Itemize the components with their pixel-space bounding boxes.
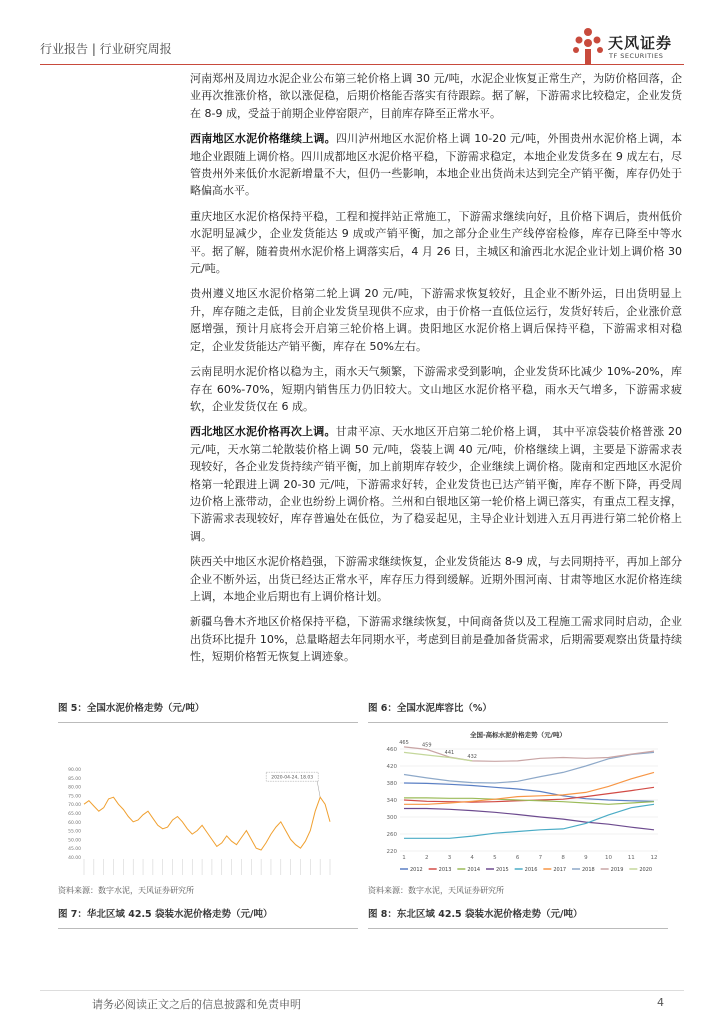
y-tick-label: 65.00	[68, 812, 81, 817]
y-tick-label: 260	[386, 832, 397, 838]
series-line-2017	[404, 772, 654, 804]
legend-label: 2019	[610, 867, 624, 873]
data-label: 432	[467, 753, 477, 760]
figure-5-source: 资料来源：数字水泥，天风证券研究所	[58, 886, 194, 895]
paragraph-text: 云南昆明水泥价格以稳为主，雨水天气频繁，下游需求受到影响，企业发货环比减少 10%-20%，库存在 60%-70%，短期内销售压力仍旧较大。文山地区水泥价格平稳，雨水天气增多，下游需求疲软，企业发货仅在 6 成。	[190, 365, 682, 413]
callout-leader	[317, 781, 320, 797]
series-line-2015	[404, 809, 654, 830]
paragraph	[190, 363, 682, 415]
logo-mark-icon	[568, 26, 608, 66]
logo-subtitle: TF SECURITIES	[609, 52, 664, 60]
y-tick-label: 50.00	[68, 838, 81, 844]
paragraph-text: 四川泸州地区水泥价格上调 10-20 元/吨，外围贵州水泥价格上调，本地企业跟随上调价格。四川成都地区水泥价格平稳，下游需求稳定，本地企业发货多在 9 成左右，尽管贵州外来低价水泥新增量不大，但仍一些影响，本地企业出货尚未达到完全产销平衡，库存仍处于略偏高水平。	[190, 132, 682, 198]
legend-label: 2017	[553, 867, 567, 873]
figure-6-source: 资料来源：数字水泥，天风证券研究所	[368, 886, 504, 895]
figure-6-title: 图 6：全国水泥库容比（%）	[368, 700, 668, 723]
x-tick-label: 3	[447, 855, 452, 861]
legend-label: 2014	[467, 867, 481, 873]
figure-8-title: 图 8：东北区域 42.5 袋装水泥价格走势（元/吨）	[368, 906, 668, 929]
paragraph	[190, 553, 682, 605]
figure-7-title: 图 7：华北区域 42.5 袋装水泥价格走势（元/吨）	[58, 906, 358, 929]
footer-disclaimer: 请务必阅读正文之后的信息披露和免责申明	[92, 998, 301, 1011]
body-content	[190, 70, 682, 674]
x-tick-label: 11	[627, 855, 635, 861]
y-tick-label: 80.00	[68, 785, 81, 791]
y-tick-label: 300	[386, 815, 397, 821]
figure-5-title: 图 5：全国水泥价格走势（元/吨）	[58, 700, 358, 723]
logo-name: 天风证券	[608, 34, 673, 52]
callout-label: 2020-04-24, 18.03	[271, 775, 314, 781]
page-number: 4	[657, 996, 664, 1009]
y-tick-label: 60.00	[68, 820, 81, 826]
y-tick-label: 90.00	[68, 768, 81, 773]
x-tick-label: 7	[538, 855, 543, 861]
paragraph	[190, 208, 682, 278]
data-label: 441	[444, 750, 455, 757]
x-tick-label: 5	[493, 855, 497, 861]
paragraph-text: 贵州遵义地区水泥价格第二轮上调 20 元/吨，下游需求恢复较好，且企业不断外运，日出货明显上升，库存随之走低，目前企业发货呈现供不应求，由于价格一直低位运行，发货好转后，企业涨价意愿增强，预计月底将会开启第三轮价格上调。贵阳地区水泥价格上调后保持平稳，下游需求相对稳定，企业发货能达产销平衡，库存在 50%左右。	[190, 287, 682, 353]
y-tick-label: 70.00	[68, 803, 81, 809]
paragraph-text: 河南郑州及周边水泥企业公布第三轮价格上调 30 元/吨，水泥企业恢复正常生产，为防价格回落，企业再次推涨价格，欲以涨促稳，后期价格能否落实有待跟踪。据了解，下游需求比较稳定，企业发货在 8-9 成，受益于前期企业停窑限产，目前库存降至正常水平。	[190, 72, 682, 120]
legend-label: 2013	[438, 867, 452, 873]
paragraph	[190, 70, 682, 122]
paragraph-lead: 西南地区水泥价格继续上调。	[190, 132, 336, 146]
legend-label: 2012	[410, 867, 423, 873]
figure-6	[368, 700, 668, 896]
brand-logo	[568, 26, 688, 68]
legend-label: 2018	[582, 867, 595, 873]
y-tick-label: 55.00	[68, 829, 81, 835]
y-tick-label: 460	[386, 747, 397, 753]
y-tick-label: 75.00	[68, 794, 81, 800]
figure-5	[58, 700, 358, 896]
paragraph-text: 重庆地区水泥价格保持平稳，工程和搅拌站正常施工，下游需求继续向好，且价格下调后，贵州低价水泥明显减少，企业发货能达 9 成或产销平衡，加之部分企业生产线停窑检修，库存已降至中等水平。据了解，随着贵州水泥价格上调落实后，4 月 26 日，主城区和渝西北水泥企业计划上调价格 30 元/吨。	[190, 209, 682, 276]
x-tick-label: 2	[424, 855, 429, 861]
y-tick-label: 85.00	[68, 776, 81, 782]
report-category: 行业报告 | 行业研究周报	[40, 42, 172, 56]
paragraph	[190, 130, 682, 200]
x-tick-label: 9	[584, 855, 588, 861]
paragraph-text: 新疆乌鲁木齐地区价格保持平稳，下游需求继续恢复，中间商备货以及工程施工需求同时启动，企业出货环比提升 10%，总量略超去年同期水平，考虑到目前是叠加备货需求，后期需要观察出货量持续性，短期价格暂无恢复上调迹象。	[190, 615, 682, 664]
footer-divider	[40, 990, 684, 991]
y-tick-label: 220	[386, 849, 397, 855]
legend-label: 2020	[639, 867, 653, 873]
x-tick-label: 10	[605, 855, 613, 861]
header-divider	[40, 64, 684, 65]
x-tick-label: 4	[470, 855, 474, 861]
y-tick-label: 420	[386, 764, 397, 770]
chart-inventory-ratio	[368, 729, 668, 879]
data-label: 459	[421, 742, 432, 749]
paragraph-lead: 西北地区水泥价格再次上调。	[190, 425, 336, 439]
y-tick-label: 380	[386, 781, 397, 787]
data-label: 465	[399, 739, 409, 746]
x-tick-label: 8	[561, 855, 565, 861]
legend-label: 2015	[496, 867, 509, 873]
paragraph	[190, 423, 682, 545]
x-tick-label: 12	[650, 855, 658, 861]
x-tick-label: 1	[402, 855, 406, 861]
paragraph	[190, 285, 682, 355]
chart-national-price	[58, 729, 358, 879]
y-tick-label: 40.00	[68, 856, 81, 861]
paragraph-text: 甘肃平凉、天水地区开启第二轮价格上调， 其中平凉袋装价格普涨 20 元/吨，天水第二轮散装价格上调 50 元/吨，袋装上调 40 元/吨，价格继续上调，主要是下游需求表现较好，各企业发货持续产销平衡，加上前期库存较少，企业继续上调价格。陇南和定西地区水泥价格第一轮跟进上调 20-30 元/吨，下游需求好转，企业发货也已达产销平衡，库存不断下降，再受周边价格上涨带动，企业也纷纷上调价格。兰州和白银地区第一轮价格上调已落实，有重点工程支撑，下游需求表现较好，库存普遍处在低位，为了稳妥起见，主导企业计划进入五月再进行第二轮价格上调。	[190, 425, 683, 543]
paragraph	[190, 613, 682, 665]
y-tick-label: 340	[386, 798, 397, 804]
y-tick-label: 45.00	[68, 847, 81, 853]
chart-title: 全国-高标水泥价格走势（元/吨）	[469, 731, 567, 739]
series-line-national-price	[84, 797, 330, 850]
legend-label: 2016	[524, 867, 538, 873]
paragraph-text: 陕西关中地区水泥价格趋强，下游需求继续恢复，企业发货能达 8-9 成，与去同期持平，再加上部分企业不断外运，出货已经达正常水平，库存压力得到缓解。近期外围河南、甘肃等地区水泥价格连续上调，本地企业后期也有上调价格计划。	[190, 555, 682, 603]
x-tick-label: 6	[515, 855, 520, 861]
